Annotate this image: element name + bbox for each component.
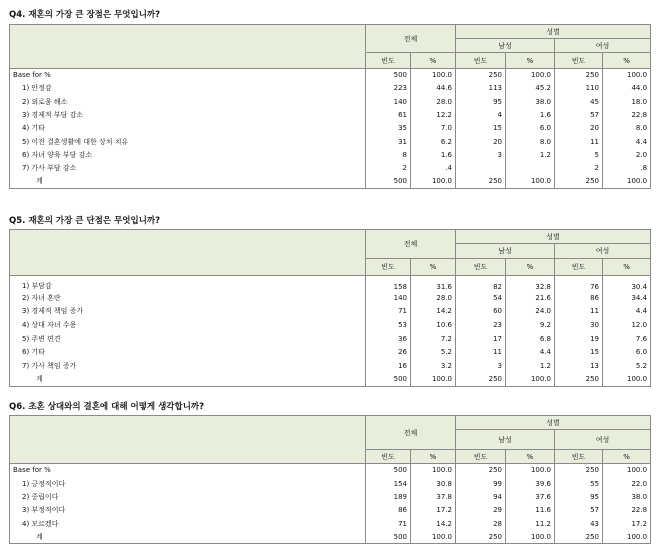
cell-value: 12.2	[411, 108, 456, 121]
table-row	[10, 82, 651, 95]
cell-value: 28	[456, 517, 506, 530]
row-label: 4) 모르겠다	[10, 517, 366, 530]
row-label: 1) 부담감	[10, 276, 366, 292]
cell-value: 3.2	[411, 359, 456, 373]
header-female: 여성	[555, 244, 651, 259]
cell-value: 35	[366, 122, 411, 135]
cell-value: 11	[456, 345, 506, 359]
cell-value: 17.2	[603, 517, 651, 530]
row-label: 3) 부정적이다	[10, 504, 366, 517]
cell-value: 100.0	[411, 373, 456, 387]
question-title-q6: Q6. 초혼 상대와의 결혼에 대해 어떻게 생각합니까?	[9, 402, 205, 412]
cell-value: 5.2	[411, 345, 456, 359]
header-pct: %	[411, 53, 456, 69]
cell-value: 100.0	[506, 69, 555, 82]
cell-value: 500	[366, 69, 411, 82]
row-label: 2) 중립이다	[10, 490, 366, 503]
table-row	[10, 345, 651, 359]
header-female: 여성	[555, 430, 651, 450]
cell-value: 9.2	[506, 318, 555, 332]
cell-value: 95	[555, 490, 603, 503]
question-title-q5: Q5. 재혼의 가장 큰 단점은 무엇입니까?	[9, 216, 161, 226]
cell-value: 11.6	[506, 504, 555, 517]
cell-value: 189	[366, 490, 411, 503]
row-label: 7) 가사 부담 감소	[10, 162, 366, 175]
cell-value: 250	[456, 175, 506, 188]
cell-value: 44.0	[603, 82, 651, 95]
cell-value: 11.2	[506, 517, 555, 530]
cell-value: 250	[555, 464, 603, 477]
cell-value: 250	[555, 69, 603, 82]
header-pct: %	[506, 53, 555, 69]
header-blank	[10, 416, 366, 464]
crosstab-q5	[9, 229, 651, 387]
cell-value: 38.0	[506, 95, 555, 108]
cell-value: 28.0	[411, 291, 456, 305]
cell-value: 100.0	[411, 69, 456, 82]
cell-value: 100.0	[506, 530, 555, 543]
header-gender: 성별	[456, 416, 651, 430]
cell-value: 4.4	[603, 305, 651, 319]
cell-value: 99	[456, 477, 506, 490]
header-freq: 빈도	[366, 259, 411, 276]
header-freq: 빈도	[456, 53, 506, 69]
header-gender: 성별	[456, 230, 651, 244]
row-label: 6) 기타	[10, 345, 366, 359]
header-male: 남성	[456, 430, 555, 450]
cell-value: 158	[366, 276, 411, 292]
cell-value: 500	[366, 464, 411, 477]
cell-value: 15	[456, 122, 506, 135]
cell-value: 54	[456, 291, 506, 305]
total-row	[10, 530, 651, 543]
cell-value: 500	[366, 530, 411, 543]
cell-value: 10.6	[411, 318, 456, 332]
cell-value: 22.8	[603, 504, 651, 517]
cell-value: 60	[456, 305, 506, 319]
header-total: 전체	[366, 230, 456, 259]
cell-value: 11	[555, 135, 603, 148]
row-label: 4) 기타	[10, 122, 366, 135]
cell-value: 154	[366, 477, 411, 490]
cell-value: 19	[555, 332, 603, 346]
row-label: 1) 안정감	[10, 82, 366, 95]
cell-value: 2.0	[603, 148, 651, 161]
cell-value: 86	[555, 291, 603, 305]
row-label: 2) 자녀 혼란	[10, 291, 366, 305]
cell-value: 140	[366, 95, 411, 108]
question-title-q4: Q4. 재혼의 가장 큰 장점은 무엇입니까?	[9, 10, 161, 20]
header-freq: 빈도	[456, 450, 506, 464]
table-row	[10, 305, 651, 319]
cell-value: 11	[555, 305, 603, 319]
table-row	[10, 517, 651, 530]
cell-value: 36	[366, 332, 411, 346]
cell-value: 7.0	[411, 122, 456, 135]
table-row	[10, 318, 651, 332]
cell-value: 31	[366, 135, 411, 148]
header-pct: %	[506, 450, 555, 464]
cell-value: 250	[456, 373, 506, 387]
cell-value: 250	[456, 464, 506, 477]
header-blank	[10, 25, 366, 69]
cell-value: 86	[366, 504, 411, 517]
header-freq: 빈도	[366, 53, 411, 69]
cell-value: 26	[366, 345, 411, 359]
cell-value	[456, 162, 506, 175]
total-row	[10, 175, 651, 188]
cell-value: 23	[456, 318, 506, 332]
header-male: 남성	[456, 244, 555, 259]
cell-value: 44.6	[411, 82, 456, 95]
table-row	[10, 504, 651, 517]
cell-value: 24.0	[506, 305, 555, 319]
row-label: 1) 긍정적이다	[10, 477, 366, 490]
header-pct: %	[603, 259, 651, 276]
cell-value: 100.0	[411, 175, 456, 188]
cell-value: 30.4	[603, 276, 651, 292]
cell-value: 12.0	[603, 318, 651, 332]
row-label: 2) 외로움 해소	[10, 95, 366, 108]
cell-value: 4.4	[603, 135, 651, 148]
header-pct: %	[411, 259, 456, 276]
row-label: 7) 가사 책임 증가	[10, 359, 366, 373]
cell-value: 4.4	[506, 345, 555, 359]
cell-value: 5	[555, 148, 603, 161]
cell-value: 6.8	[506, 332, 555, 346]
cell-value: 43	[555, 517, 603, 530]
cell-value: 38.0	[603, 490, 651, 503]
cell-value: 5.2	[603, 359, 651, 373]
cell-value: 22.8	[603, 108, 651, 121]
header-female: 여성	[555, 39, 651, 53]
table-row	[10, 148, 651, 161]
cell-value: 95	[456, 95, 506, 108]
cell-value: 20	[555, 122, 603, 135]
cell-value: 30	[555, 318, 603, 332]
cell-value: 100.0	[603, 464, 651, 477]
cell-value: 37.6	[506, 490, 555, 503]
table-row	[10, 108, 651, 121]
cell-value: 100.0	[506, 373, 555, 387]
cell-value: 55	[555, 477, 603, 490]
table-row	[10, 276, 651, 292]
header-blank	[10, 230, 366, 276]
cell-value: 57	[555, 504, 603, 517]
cell-value	[506, 162, 555, 175]
row-label: 계	[10, 175, 366, 188]
cell-value: 37.8	[411, 490, 456, 503]
cell-value: 61	[366, 108, 411, 121]
table-row	[10, 291, 651, 305]
table-row	[10, 332, 651, 346]
cell-value: 140	[366, 291, 411, 305]
cell-value: 39.6	[506, 477, 555, 490]
cell-value: 1.6	[411, 148, 456, 161]
cell-value: 31.6	[411, 276, 456, 292]
header-pct: %	[411, 450, 456, 464]
cell-value: 8.0	[603, 122, 651, 135]
cell-value: 8	[366, 148, 411, 161]
header-total: 전체	[366, 25, 456, 53]
cell-value: 76	[555, 276, 603, 292]
cell-value: 100.0	[411, 464, 456, 477]
row-label: 5) 이전 결혼생활에 대한 상처 치유	[10, 135, 366, 148]
base-row	[10, 69, 651, 82]
crosstab-q4	[9, 24, 651, 189]
row-label: 3) 경제적 부담 감소	[10, 108, 366, 121]
row-label: Base for %	[10, 69, 366, 82]
cell-value: 17	[456, 332, 506, 346]
header-freq: 빈도	[555, 259, 603, 276]
header-freq: 빈도	[456, 259, 506, 276]
cell-value: 71	[366, 305, 411, 319]
table-row	[10, 477, 651, 490]
cell-value: 6.2	[411, 135, 456, 148]
cell-value: 100.0	[506, 175, 555, 188]
cell-value: 2	[366, 162, 411, 175]
base-row	[10, 464, 651, 477]
cell-value: 500	[366, 175, 411, 188]
table-row	[10, 135, 651, 148]
cell-value: 100.0	[506, 464, 555, 477]
cell-value: 250	[555, 175, 603, 188]
cell-value: 100.0	[603, 530, 651, 543]
table-row	[10, 359, 651, 373]
cell-value: 113	[456, 82, 506, 95]
cell-value: 14.2	[411, 305, 456, 319]
total-row	[10, 373, 651, 387]
cell-value: 53	[366, 318, 411, 332]
row-label: 3) 경제적 책임 증가	[10, 305, 366, 319]
cell-value: 32.8	[506, 276, 555, 292]
cell-value: 15	[555, 345, 603, 359]
cell-value: 7.2	[411, 332, 456, 346]
cell-value: 100.0	[603, 175, 651, 188]
table-row	[10, 490, 651, 503]
cell-value: 16	[366, 359, 411, 373]
table-row	[10, 162, 651, 175]
cell-value: 7.6	[603, 332, 651, 346]
cell-value: 1.6	[506, 108, 555, 121]
cell-value: .8	[603, 162, 651, 175]
cell-value: 1.2	[506, 148, 555, 161]
cell-value: 94	[456, 490, 506, 503]
cell-value: 18.0	[603, 95, 651, 108]
header-pct: %	[603, 450, 651, 464]
cell-value: 82	[456, 276, 506, 292]
header-gender: 성별	[456, 25, 651, 39]
row-label: 4) 상대 자녀 수용	[10, 318, 366, 332]
header-freq: 빈도	[555, 53, 603, 69]
cell-value: 100.0	[603, 69, 651, 82]
header-freq: 빈도	[366, 450, 411, 464]
cell-value: 100.0	[603, 373, 651, 387]
row-label: 6) 자녀 양육 부담 감소	[10, 148, 366, 161]
header-total: 전체	[366, 416, 456, 450]
cell-value: 30.8	[411, 477, 456, 490]
cell-value: 45.2	[506, 82, 555, 95]
cell-value: 8.0	[506, 135, 555, 148]
cell-value: 28.0	[411, 95, 456, 108]
cell-value: 6.0	[506, 122, 555, 135]
cell-value: 250	[456, 530, 506, 543]
cell-value: 250	[555, 373, 603, 387]
row-label: 계	[10, 373, 366, 387]
cell-value: 21.6	[506, 291, 555, 305]
cell-value: 4	[456, 108, 506, 121]
cell-value: 22.0	[603, 477, 651, 490]
table-row	[10, 122, 651, 135]
cell-value: 1.2	[506, 359, 555, 373]
header-pct: %	[603, 53, 651, 69]
row-label: 계	[10, 530, 366, 543]
header-male: 남성	[456, 39, 555, 53]
crosstab-q6	[9, 415, 651, 544]
cell-value: 2	[555, 162, 603, 175]
cell-value: 17.2	[411, 504, 456, 517]
cell-value: 100.0	[411, 530, 456, 543]
cell-value: 14.2	[411, 517, 456, 530]
cell-value: 57	[555, 108, 603, 121]
cell-value: 6.0	[603, 345, 651, 359]
table-row	[10, 95, 651, 108]
cell-value: 223	[366, 82, 411, 95]
cell-value: 250	[456, 69, 506, 82]
cell-value: 29	[456, 504, 506, 517]
cell-value: 500	[366, 373, 411, 387]
cell-value: 34.4	[603, 291, 651, 305]
cell-value: .4	[411, 162, 456, 175]
cell-value: 71	[366, 517, 411, 530]
cell-value: 45	[555, 95, 603, 108]
cell-value: 250	[555, 530, 603, 543]
row-label: Base for %	[10, 464, 366, 477]
cell-value: 20	[456, 135, 506, 148]
cell-value: 3	[456, 148, 506, 161]
header-pct: %	[506, 259, 555, 276]
row-label: 5) 주변 편견	[10, 332, 366, 346]
cell-value: 110	[555, 82, 603, 95]
header-freq: 빈도	[555, 450, 603, 464]
cell-value: 13	[555, 359, 603, 373]
cell-value: 3	[456, 359, 506, 373]
